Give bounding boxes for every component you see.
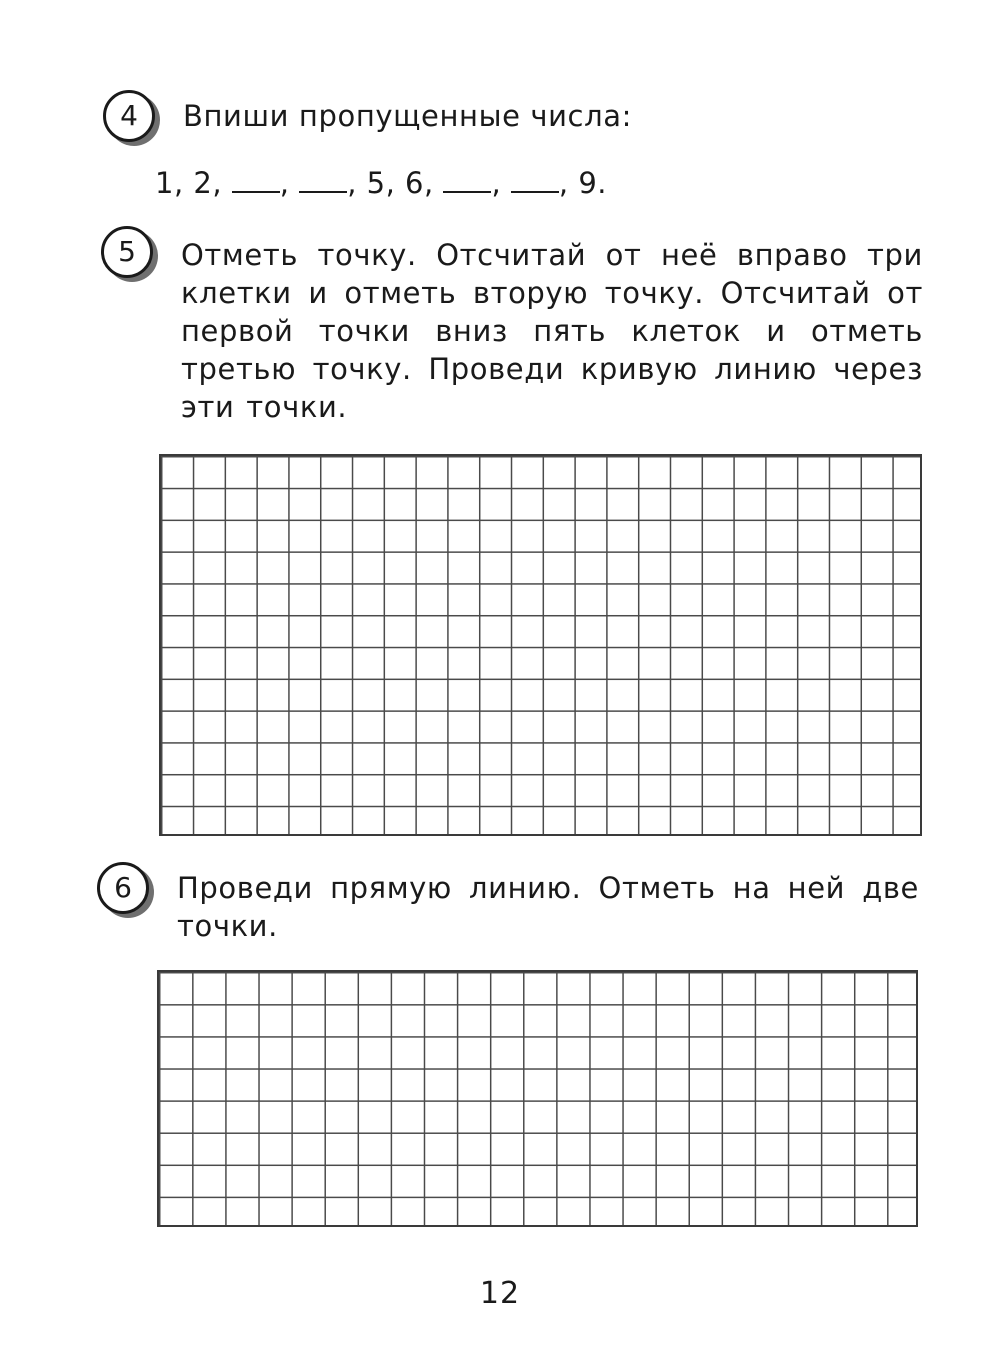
sequence-number-6: 6, [405,166,434,200]
sequence-separator-1: , [279,166,290,200]
sequence-number-5: 5, [366,166,396,200]
task-6-text: Проведи прямую линию. Отметь на ней две точки. [177,871,919,943]
grid-area-task-6[interactable] [157,970,918,1227]
task-6-number: 6 [97,862,149,914]
sequence-number-1: 1, [155,166,184,200]
sequence-number-9: 9. [578,166,607,200]
missing-number-blank-3[interactable] [443,163,491,193]
sequence-separator-4: , [558,166,569,200]
task-4-number: 4 [103,90,155,142]
task-5-number: 5 [101,226,153,278]
missing-number-blank-2[interactable] [299,163,347,193]
sequence-number-2: 2, [193,166,223,200]
page-number: 12 [479,1276,521,1311]
number-sequence [155,163,607,202]
missing-number-blank-1[interactable] [232,163,280,193]
sequence-separator-3: , [491,166,502,200]
missing-number-blank-4[interactable] [511,163,559,193]
task-4-text: Впиши пропущенные числа: [183,99,632,133]
sequence-separator-2: , [347,166,357,200]
grid-area-task-5[interactable] [159,454,922,836]
task-5-text: Отметь точку. Отсчитай от неё вправо три клетки и отметь вторую точку. Отсчитай от первой точки вниз пять клеток и отметь третью точку. Проведи кривую линию через эти точки. [181,238,923,424]
